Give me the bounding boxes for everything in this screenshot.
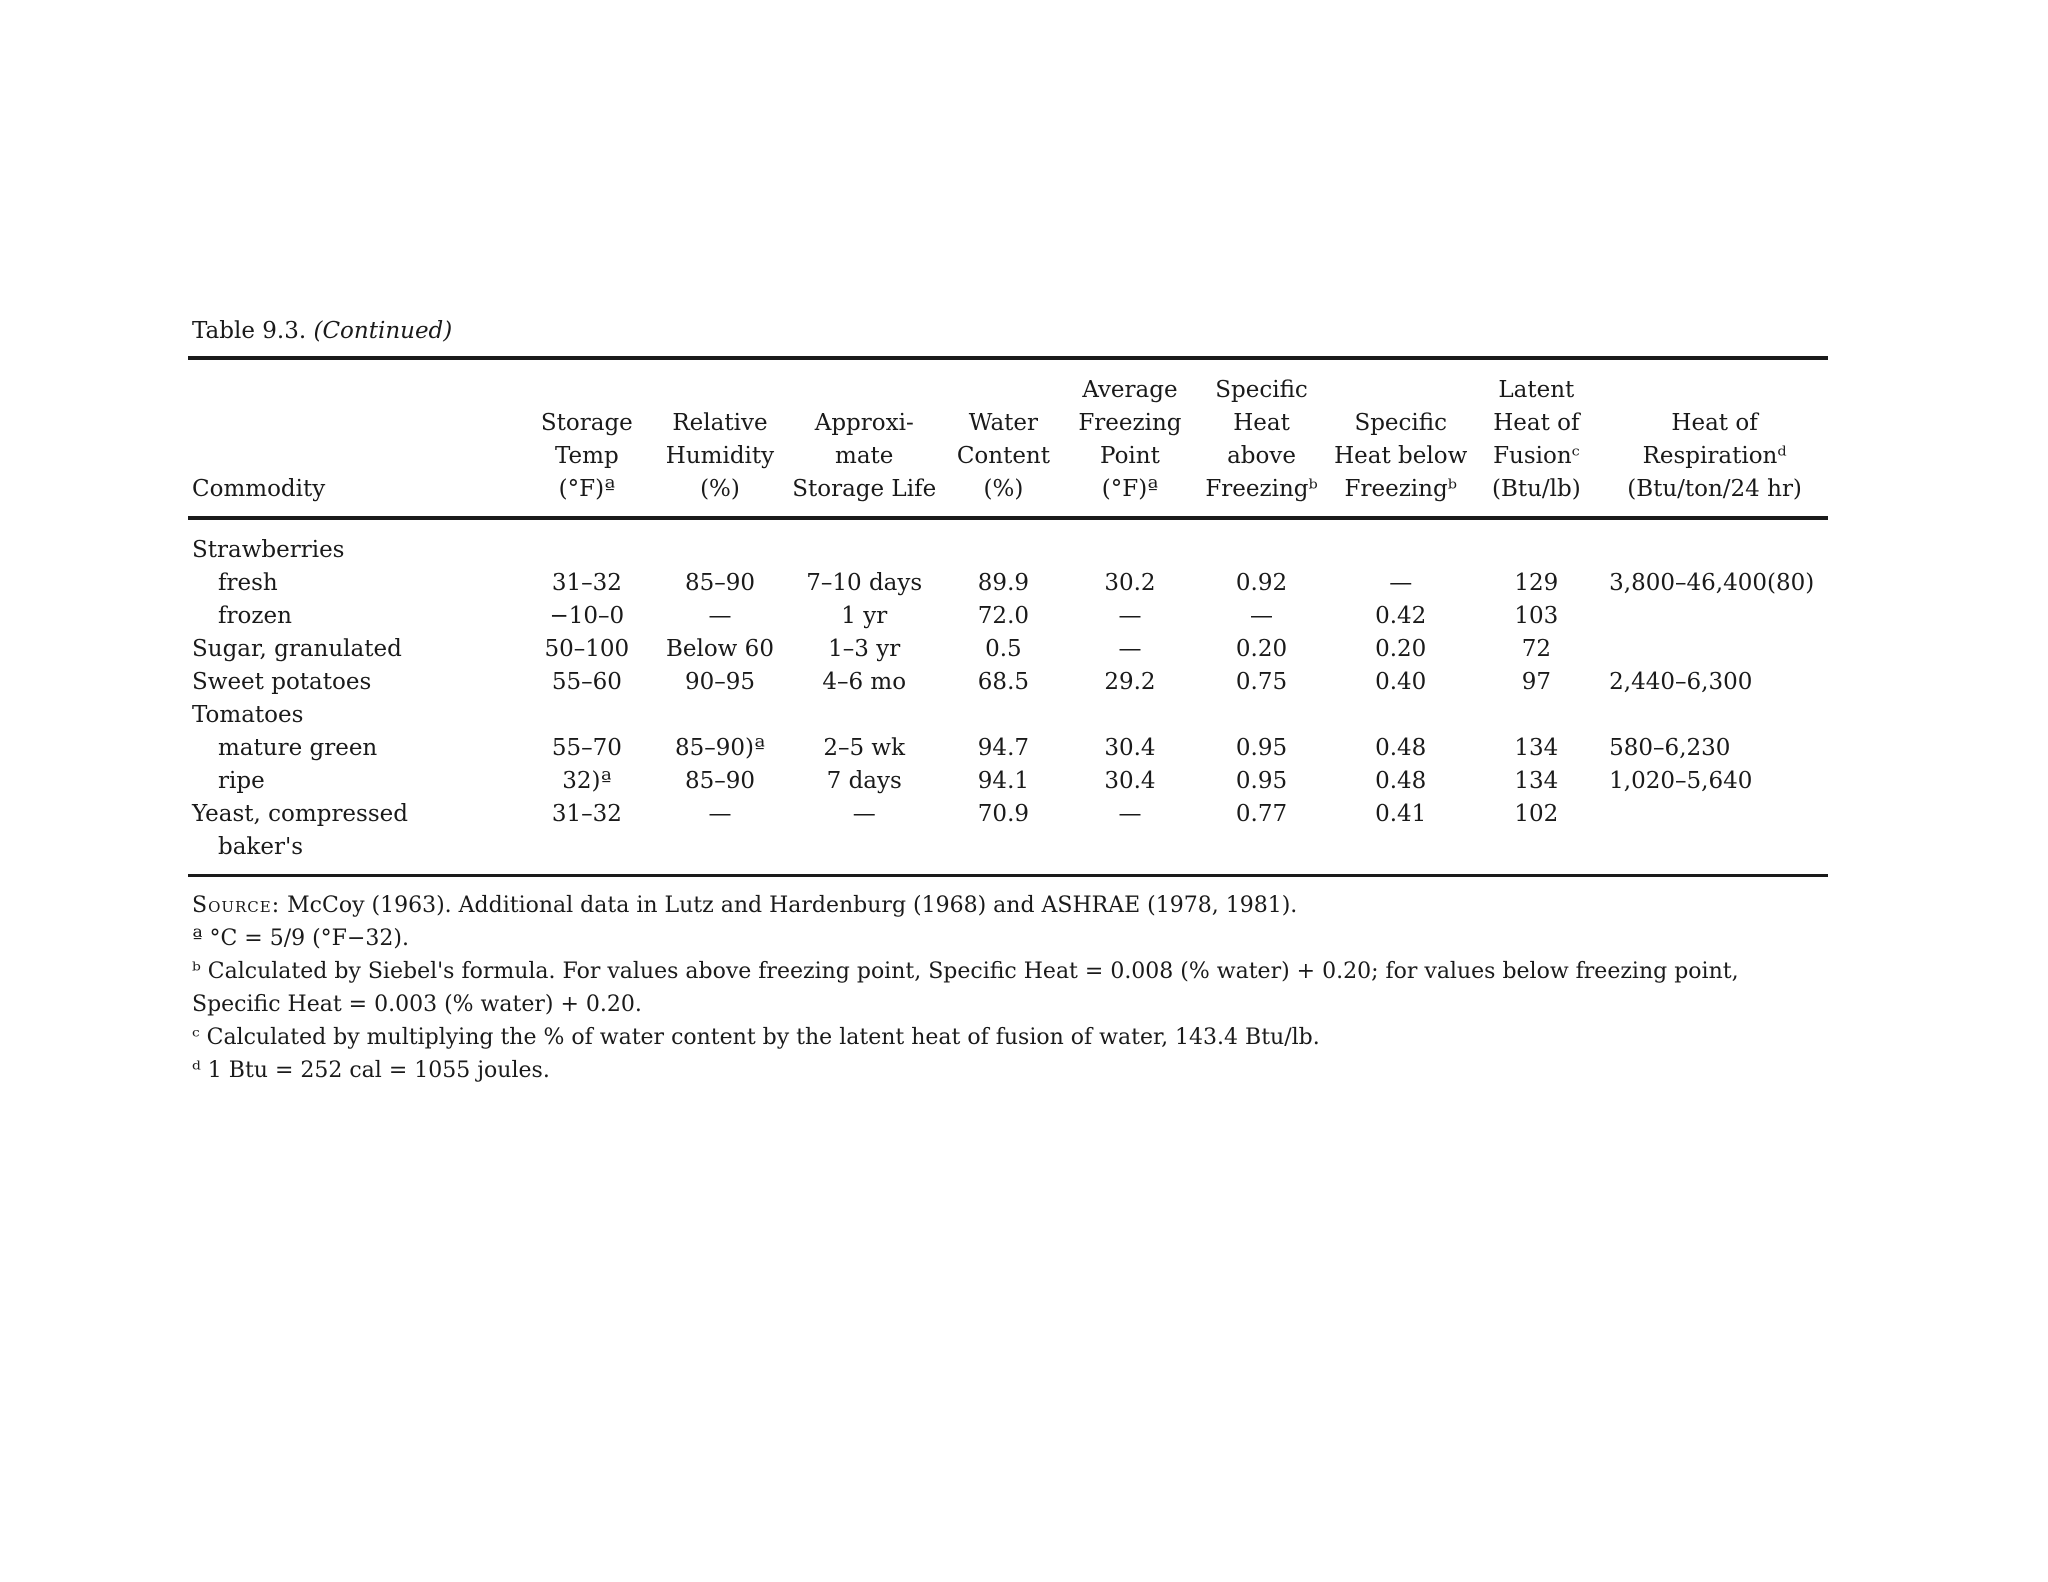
cell-specific-heat-below: 0.48 bbox=[1375, 768, 1427, 794]
cell-storage-temp: 55–60 bbox=[551, 669, 622, 695]
cell-heat-of-respiration bbox=[1601, 831, 1828, 874]
cell-water-content bbox=[940, 831, 1067, 874]
cell-storage-life: 1–3 yr bbox=[828, 636, 901, 662]
cell-heat-of-respiration bbox=[1601, 600, 1828, 633]
header-commodity: Commodity bbox=[192, 476, 326, 502]
source-note bbox=[192, 889, 1828, 922]
cell-specific-heat-below: 0.20 bbox=[1375, 636, 1427, 662]
cell-latent-heat bbox=[1472, 831, 1602, 874]
cell-freezing-point: 30.4 bbox=[1104, 735, 1156, 761]
cell-storage-temp: −10–0 bbox=[549, 603, 625, 629]
source-text: McCoy (1963). Additional data in Lutz and Hardenburg (1968) and ASHRAE (1978, 1981). bbox=[287, 893, 1298, 918]
cell-latent-heat: 72 bbox=[1521, 636, 1551, 662]
cell-commodity: ripe bbox=[218, 768, 265, 794]
cell-storage-life: 7–10 days bbox=[806, 570, 923, 596]
cell-latent-heat bbox=[1472, 699, 1602, 732]
cell-freezing-point: 29.2 bbox=[1104, 669, 1156, 695]
cell-relative-humidity: 85–90 bbox=[684, 768, 755, 794]
table-row bbox=[188, 732, 1828, 765]
header-water-content: Water Content (%) bbox=[956, 410, 1050, 502]
footnote-c: ᶜ Calculated by multiplying the % of water content by the latent heat of fusion of water, 143.4 Btu/lb. bbox=[192, 1025, 1320, 1050]
cell-specific-heat-above: — bbox=[1250, 603, 1274, 629]
caption-continued: (Continued) bbox=[313, 318, 453, 344]
table-page bbox=[188, 318, 1828, 1087]
cell-heat-of-respiration: 2,440–6,300 bbox=[1609, 669, 1753, 695]
header-heat-of-respiration: Heat of Respirationᵈ (Btu/ton/24 hr) bbox=[1627, 410, 1802, 502]
table-notes bbox=[188, 889, 1828, 1087]
cell-storage-life: 4–6 mo bbox=[822, 669, 907, 695]
cell-storage-temp bbox=[522, 518, 652, 567]
cell-storage-life: 7 days bbox=[826, 768, 902, 794]
cell-storage-life bbox=[788, 518, 940, 567]
cell-relative-humidity: 85–90)ª bbox=[675, 735, 765, 761]
cell-water-content: 94.7 bbox=[977, 735, 1030, 761]
cell-storage-life: — bbox=[852, 801, 876, 827]
table-body bbox=[188, 518, 1828, 874]
cell-storage-temp: 31–32 bbox=[551, 801, 622, 827]
cell-water-content: 0.5 bbox=[985, 636, 1022, 662]
cell-freezing-point bbox=[1067, 518, 1194, 567]
source-label: Source: bbox=[192, 893, 281, 918]
cell-relative-humidity: 85–90 bbox=[684, 570, 755, 596]
cell-commodity: Sweet potatoes bbox=[192, 669, 372, 695]
cell-freezing-point bbox=[1067, 699, 1194, 732]
cell-heat-of-respiration bbox=[1601, 633, 1828, 666]
cell-specific-heat-above bbox=[1193, 518, 1330, 567]
cell-specific-heat-below: 0.40 bbox=[1375, 669, 1427, 695]
cell-latent-heat: 134 bbox=[1514, 768, 1559, 794]
cell-commodity: Yeast, compressed bbox=[192, 801, 408, 827]
cell-specific-heat-below bbox=[1330, 831, 1472, 874]
cell-commodity: Strawberries bbox=[192, 537, 345, 563]
cell-latent-heat: 103 bbox=[1514, 603, 1559, 629]
table-row bbox=[188, 633, 1828, 666]
footnote-a: ª °C = 5/9 (°F−32). bbox=[192, 926, 409, 951]
cell-water-content bbox=[940, 518, 1067, 567]
table-row bbox=[188, 600, 1828, 633]
cell-storage-life bbox=[788, 831, 940, 874]
cell-latent-heat: 134 bbox=[1514, 735, 1559, 761]
cell-commodity: Tomatoes bbox=[192, 702, 304, 728]
cell-freezing-point: — bbox=[1118, 801, 1142, 827]
cell-specific-heat-above: 0.20 bbox=[1235, 636, 1288, 662]
cell-relative-humidity bbox=[652, 699, 789, 732]
cell-storage-temp bbox=[522, 699, 652, 732]
cell-freezing-point: — bbox=[1118, 603, 1142, 629]
cell-storage-life bbox=[788, 699, 940, 732]
header-specific-heat-below: Specific Heat below Freezingᵇ bbox=[1334, 410, 1468, 502]
cell-storage-life: 1 yr bbox=[841, 603, 888, 629]
cell-water-content: 68.5 bbox=[977, 669, 1030, 695]
header-latent-heat: Latent Heat of Fusionᶜ (Btu/lb) bbox=[1492, 377, 1581, 502]
bottom-rule bbox=[188, 874, 1828, 877]
cell-water-content bbox=[940, 699, 1067, 732]
cell-water-content: 89.9 bbox=[977, 570, 1030, 596]
table-row bbox=[188, 666, 1828, 699]
cell-latent-heat bbox=[1472, 518, 1602, 567]
cell-commodity: mature green bbox=[218, 735, 378, 761]
cell-storage-life: 2–5 wk bbox=[823, 735, 906, 761]
table-row bbox=[188, 798, 1828, 831]
table-row bbox=[188, 567, 1828, 600]
cell-freezing-point bbox=[1067, 831, 1194, 874]
cell-specific-heat-below: 0.48 bbox=[1375, 735, 1427, 761]
table-caption bbox=[192, 318, 1828, 344]
cell-storage-temp bbox=[522, 831, 652, 874]
header-storage-temp: Storage Temp (°F)ª bbox=[540, 410, 633, 502]
cell-storage-temp: 31–32 bbox=[551, 570, 622, 596]
cell-latent-heat: 102 bbox=[1514, 801, 1559, 827]
cell-specific-heat-above: 0.75 bbox=[1235, 669, 1288, 695]
cell-freezing-point: 30.2 bbox=[1104, 570, 1156, 596]
cell-heat-of-respiration: 3,800–46,400(80) bbox=[1609, 570, 1815, 596]
cell-heat-of-respiration bbox=[1601, 518, 1828, 567]
cell-latent-heat: 97 bbox=[1521, 669, 1551, 695]
cell-specific-heat-below: — bbox=[1389, 570, 1413, 596]
cell-water-content: 70.9 bbox=[977, 801, 1030, 827]
header-specific-heat-above: Specific Heat above Freezingᵇ bbox=[1205, 377, 1318, 502]
cell-specific-heat-above: 0.77 bbox=[1235, 801, 1288, 827]
cell-water-content: 72.0 bbox=[977, 603, 1030, 629]
cell-heat-of-respiration: 1,020–5,640 bbox=[1609, 768, 1753, 794]
cell-specific-heat-below: 0.41 bbox=[1375, 801, 1427, 827]
cell-latent-heat: 129 bbox=[1514, 570, 1559, 596]
cell-heat-of-respiration bbox=[1601, 699, 1828, 732]
footnote-d: ᵈ 1 Btu = 252 cal = 1055 joules. bbox=[192, 1058, 550, 1083]
cell-relative-humidity: Below 60 bbox=[665, 636, 774, 662]
cell-relative-humidity: — bbox=[708, 603, 732, 629]
cell-commodity: fresh bbox=[218, 570, 278, 596]
cell-commodity: baker's bbox=[218, 834, 304, 860]
cell-specific-heat-above: 0.95 bbox=[1235, 768, 1288, 794]
cell-heat-of-respiration: 580–6,230 bbox=[1609, 735, 1731, 761]
cell-specific-heat-below bbox=[1330, 518, 1472, 567]
cell-relative-humidity bbox=[652, 518, 789, 567]
header-freezing-point: Average Freezing Point (°F)ª bbox=[1078, 377, 1182, 502]
table-row bbox=[188, 831, 1828, 874]
header-relative-humidity: Relative Humidity (%) bbox=[665, 410, 775, 502]
cell-specific-heat-below: 0.42 bbox=[1375, 603, 1427, 629]
caption-label: Table 9.3. bbox=[192, 318, 307, 344]
cell-relative-humidity: — bbox=[708, 801, 732, 827]
header-row bbox=[188, 360, 1828, 518]
cell-specific-heat-below bbox=[1330, 699, 1472, 732]
cell-storage-temp: 32)ª bbox=[562, 768, 612, 794]
table-row bbox=[188, 699, 1828, 732]
cell-specific-heat-above: 0.95 bbox=[1235, 735, 1288, 761]
cell-specific-heat-above bbox=[1193, 831, 1330, 874]
header-storage-life: Approxi- mate Storage Life bbox=[792, 410, 937, 502]
cell-freezing-point: 30.4 bbox=[1104, 768, 1156, 794]
cell-commodity: Sugar, granulated bbox=[192, 636, 402, 662]
table-row bbox=[188, 765, 1828, 798]
cell-relative-humidity bbox=[652, 831, 789, 874]
cell-specific-heat-above bbox=[1193, 699, 1330, 732]
commodity-storage-table bbox=[188, 360, 1828, 874]
cell-storage-temp: 50–100 bbox=[544, 636, 630, 662]
cell-water-content: 94.1 bbox=[977, 768, 1030, 794]
cell-storage-temp: 55–70 bbox=[551, 735, 622, 761]
cell-commodity: frozen bbox=[218, 603, 292, 629]
cell-heat-of-respiration bbox=[1601, 798, 1828, 831]
table-row bbox=[188, 518, 1828, 567]
cell-specific-heat-above: 0.92 bbox=[1235, 570, 1288, 596]
cell-relative-humidity: 90–95 bbox=[684, 669, 755, 695]
cell-freezing-point: — bbox=[1118, 636, 1142, 662]
footnote-b: ᵇ Calculated by Siebel's formula. For values above freezing point, Specific Heat = 0.008 (% water) + 0.20; for values below freezing point, Specific Heat = 0.003 (% water) + 0.20. bbox=[192, 959, 1739, 1017]
